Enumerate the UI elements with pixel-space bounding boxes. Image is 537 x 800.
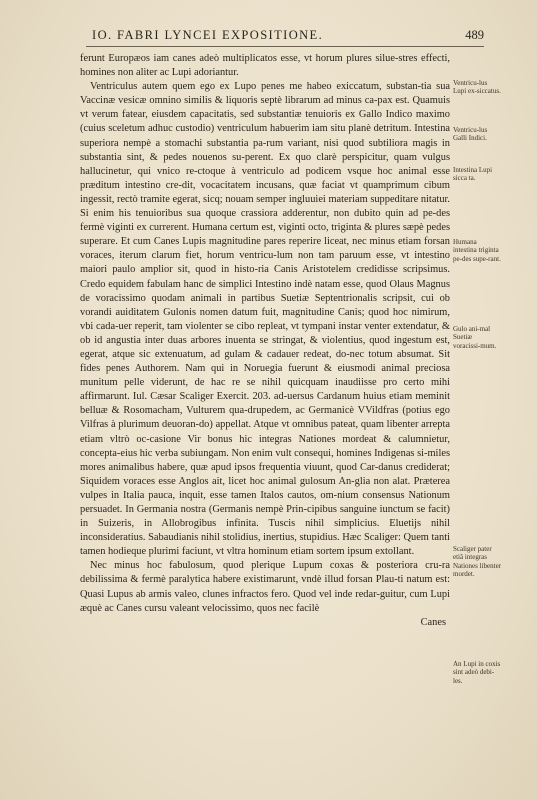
- margin-note-ventriculus-galli: Ventricu-lus Galli Indici.: [453, 126, 488, 143]
- paragraph-ventriculus: Ventriculus autem quem ego ex Lupo penes me habeo exiccatum, substan-tia sua Vaccinæ vesicæ omnino similis & liquoris septè librarum ad minus ca-pax est. Quamuis vt verum fatear, eiusdem capacitatis, sed substantiæ tenuioris ex Gallo Indico maximo (cuius sceletum adhuc custodio) ventriculum habuerim iam situ planè detritum. Intestina superiora nempè a stomachi substantia pa-rum variant, nisi quod subtiliora magis in substantia sint, & pedes nouenos su-perent. Ex quo clarè perspicitur, quam vulgus hallucinetur, qui vnico re-ctoque à ventriculo ad podicem vsque hoc animal esse præditum intestino cre-dit, vocacitatem incusans, quæ faciat vt quamprimum cibum ingessit, rectò tramite egerat, sicq; nouam semper ingluuiei materiam suppeditare nitatur. Si enim his tenuioribus sua quoque crassiora adderentur, non dubito quin ad pe-des fermè viginti ex currerent. Humana certum est, viginti octo, triginta & plures sæpè pedes superare. Et cum Canes Lupis magnitudine pares reperire liceat, nec minus etiam forsan voraces, iterum clarum fiet, horum ventricu-lum non tam paruum esse, vt intestino maiori paulo amplior sit, quod in histo-ria Canis Aristotelem credidisse scripsimus. Credo equidem fabulam hanc de simplici Intestino indè natam esse, quod Olaus Magnus de voracissimo quodam animali in partibus Suetiæ Septentrionalis scripsit, cui ob vorandi auiditatem Gulonis nomen datum fuit, magnitudine Canis; quod hoc nimirum, vbi cada-uer reperit, tam violenter se cibo repleat, vt tympani instar venter extendatur, & ob id angustia inter duas arbores inuenta se stringat, & violentius, quod ingestum est, egerat, atque sic extenuatum, ad gulam & cadauer redeat, do-nec totum absumat. Sit fides penes Authorem. Nam qui in Noruegia fuerunt & eiusmodi animal preciosa munitum pelle viderunt, de hac re se nihil quicquam inaudiisse pro certo mihi affirmarunt. Iul. Cæsar Scaliger Exercit. 203. ad-uersus Cardanum huius etiam meminit belluæ & Rosomacham, Vulturem qua-drupedem, ac Germanicè VVildfras (potius ego Vilfras à plurimum deuoran-do) appellat. Atque vt omnibus pateat, quam libenter arrepta etiam vltrò oc-casione Vir bonus hic integras Nationes mordeat & calumnietur, concepta-eius hic verba subiungam. Non enim vult consequi, homines Indigenas si-miles mores animalibus habere, quæ apud ipsos frequentia viuunt, quod Car-danus crediderat; Siquidem voraces esse Anglos ait, licet hoc animal gulosum An-glia non alat. Præterea vulpes in Italia pauca, inquit, esse tamen Italos cautos, om-nium consensus Nationum persuadet. In Germania nostra (Germanis nempè Prin-cipibus sanguine iunctum se facit) in Suizeris, in Allobrogibus infinita. Tuscis nihil simplicius. Eluetijs nihil inconsideratius. Sabaudianis nihil stolidius, inertius, stupidius. Hæc Scaliger: Quem tanti tamen hodieque plurimi faciunt, vt vltra hominum etiam sortem ipsum extollant.: [80, 81, 450, 558]
- margin-note-intestina-lupi: Intestina Lupi sicca ta.: [453, 166, 493, 183]
- page-number: 489: [465, 28, 484, 42]
- page-header: [86, 28, 484, 47]
- margin-note-scaliger: Scaliger pater etiã integras Nationes libenter mordet.: [453, 545, 502, 578]
- main-text-block: [80, 52, 450, 630]
- paragraph-lupus-coxae: Nec minus hoc fabulosum, quod plerique Lupum coxas & posteriora cru-ra debilissima & fermè paralytica habere existimarunt, vndè illud forsan Plau-ti natum est: Quasi Lupus ab armis valeo, clunes infractos fero. Quod vel inde redar-guitur, cum Lupi æquè ac Canes cursu valeant velocissimo, quos nec facilè: [80, 560, 450, 614]
- margin-note-ventriculus-lupi: Ventricu-lus Lupi ex-siccatus.: [453, 79, 501, 96]
- margin-note-lupi-coxae: An Lupi in coxis sint adeò debi-les.: [453, 660, 501, 685]
- catchword: Canes: [420, 616, 446, 628]
- running-head: IO. FABRI LYNCEI EXPOSITIONE.: [92, 28, 324, 42]
- margin-note-humana-intestina: Humana intestina triginta pe-des supe-rant.: [453, 238, 501, 263]
- paragraph-opening: ferunt Europæos iam canes adeò multiplicatos esse, vt horum plures silue-stres effecti, homines non aliter ac Lupi adoriantur.: [80, 53, 450, 79]
- margin-note-gulo: Gulo ani-mal Suetiæ voracissi-mum.: [453, 325, 497, 350]
